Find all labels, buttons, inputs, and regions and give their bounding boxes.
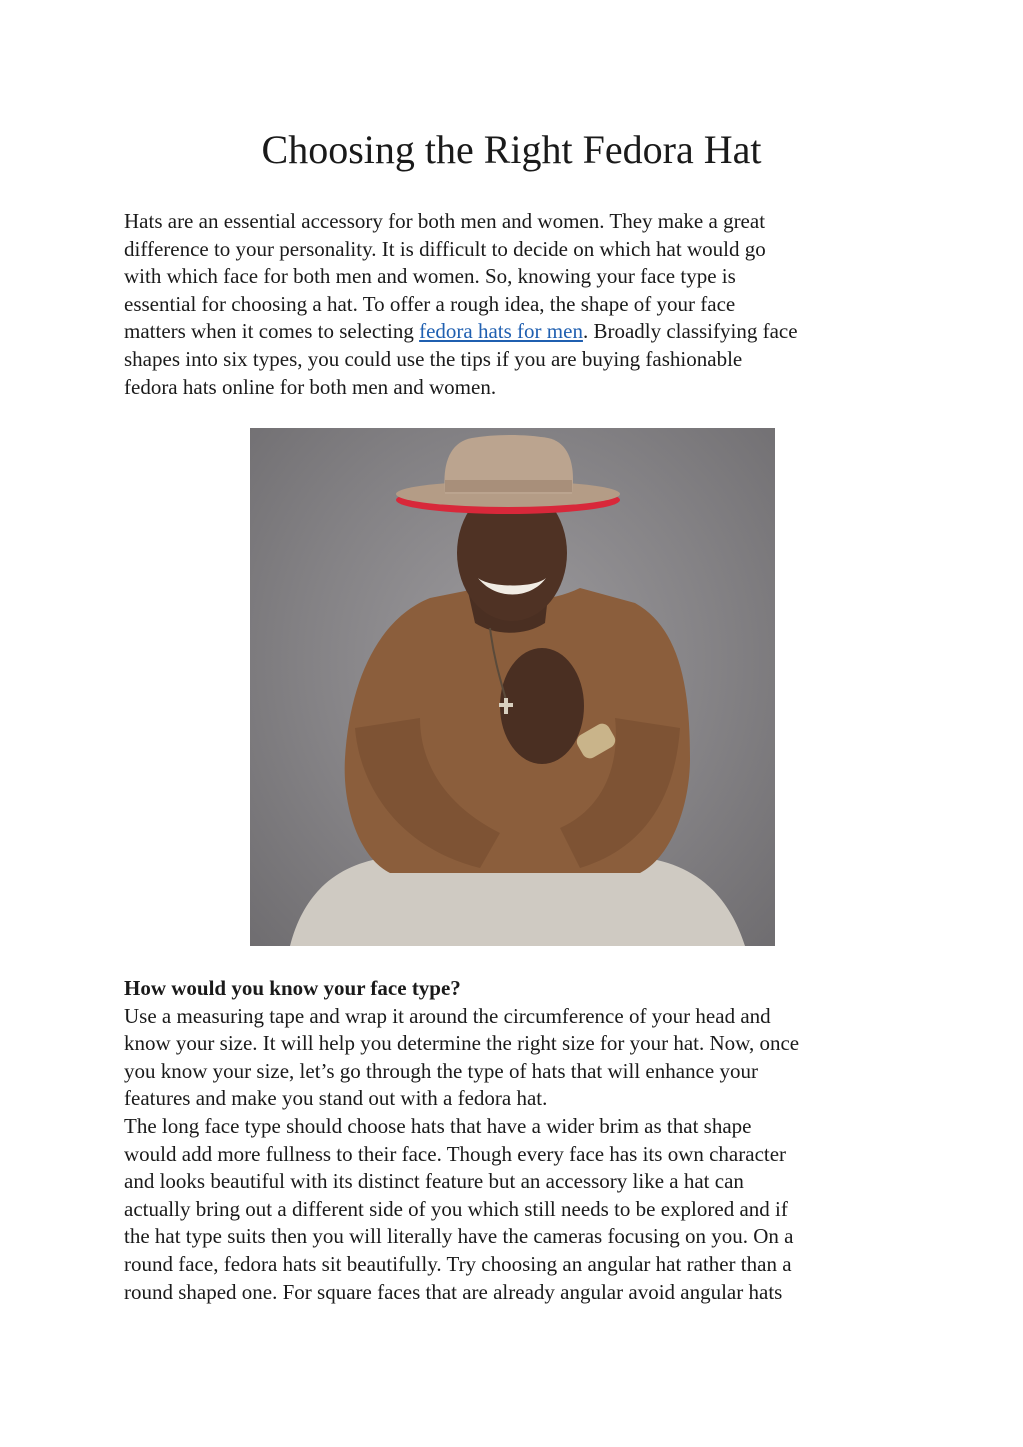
man-in-fedora-photo — [250, 428, 775, 946]
section-line: and looks beautiful with its distinct feature but an accessory like a hat can — [124, 1169, 744, 1194]
section-line: you know your size, let’s go through the type of hats that will enhance your — [124, 1058, 758, 1083]
fedora-portrait-illustration — [250, 428, 775, 946]
face-type-section — [124, 975, 914, 1306]
intro-line-with-link — [124, 318, 914, 346]
hat-band — [445, 480, 572, 492]
section-line: know your size. It will help you determine the right size for your hat. Now, once — [124, 1031, 800, 1056]
intro-line: with which face for both men and women. So, knowing your face type is — [124, 264, 736, 289]
section-line: round face, fedora hats sit beautifully. Try choosing an angular hat rather than a — [124, 1251, 792, 1276]
intro-line: difference to your personality. It is difficult to decide on which hat would go — [124, 236, 766, 261]
section-line: the hat type suits then you will literally have the cameras focusing on you. On a — [124, 1224, 794, 1249]
intro-line: shapes into six types, you could use the tips if you are buying fashionable — [124, 346, 743, 371]
section-heading: How would you know your face type? — [124, 976, 461, 1000]
fedora-hats-for-men-link[interactable]: fedora hats for men — [419, 319, 583, 344]
section-line: would add more fullness to their face. Though every face has its own character — [124, 1141, 787, 1166]
section-line: Use a measuring tape and wrap it around the circumference of your head and — [124, 1003, 771, 1028]
section-line: actually bring out a different side of you which still needs to be explored and if — [124, 1196, 788, 1221]
intro-line: essential for choosing a hat. To offer a rough idea, the shape of your face — [124, 291, 736, 316]
page-title: Choosing the Right Fedora Hat — [261, 127, 762, 172]
intro-paragraph — [124, 208, 914, 401]
section-line: round shaped one. For square faces that are already angular avoid angular hats — [124, 1279, 783, 1304]
intro-line: Hats are an essential accessory for both men and women. They make a great — [124, 209, 766, 233]
section-line: The long face type should choose hats that have a wider brim as that shape — [124, 1113, 752, 1138]
section-line: features and make you stand out with a fedora hat. — [124, 1086, 548, 1111]
link-suffix-text: . Broadly classifying face — [582, 319, 798, 344]
intro-line: fedora hats online for both men and women. — [124, 374, 497, 399]
link-prefix-text: matters when it comes to selecting — [124, 319, 420, 344]
cross-pendant-bar — [499, 703, 513, 707]
